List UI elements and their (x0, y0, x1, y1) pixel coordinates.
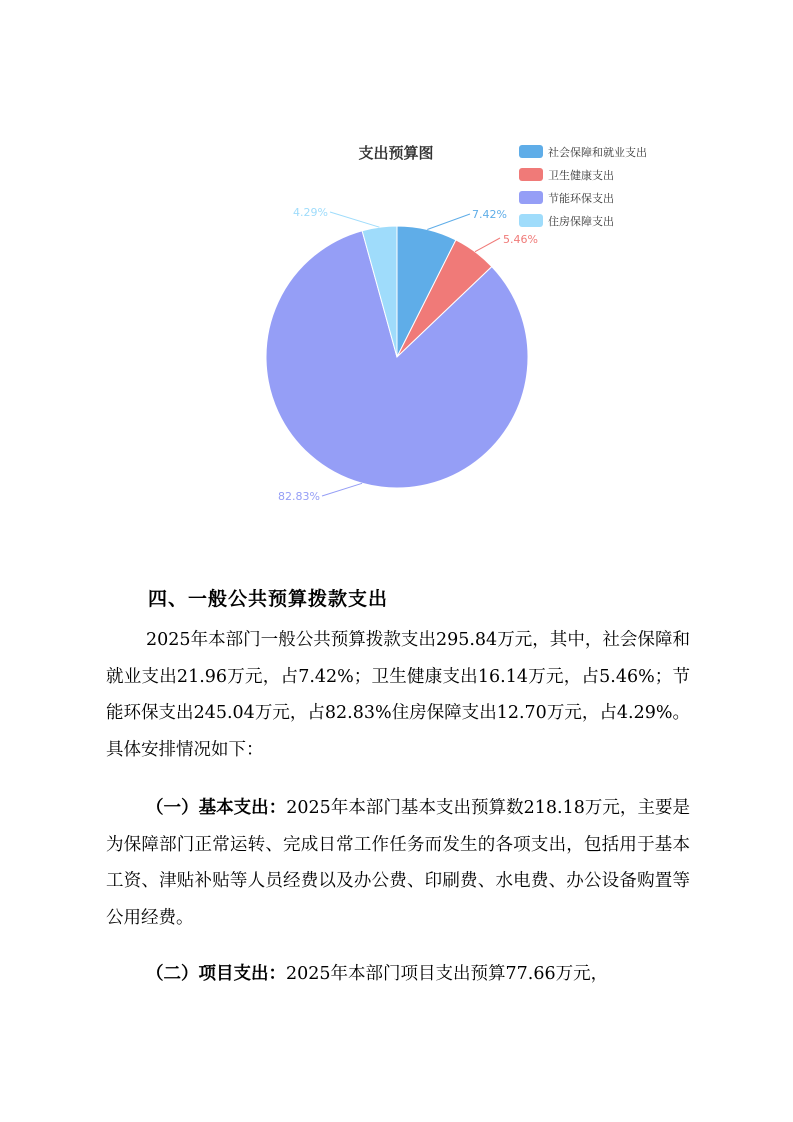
chart-legend (519, 145, 647, 228)
legend-swatch-health (519, 168, 543, 181)
chart-title: 支出预算图 (358, 144, 434, 162)
legend-swatch-social-security (519, 145, 543, 158)
basic-expenditure-text: 2025年本部门基本支出预算数218.18万元，主要是为保障部门正常运转、完成日常工作任务而发生的各项支出，包括用于基本工资、津贴补贴等人员经费以及办公费、印刷费、水电费、办公设备购置等公用经费。 (106, 798, 690, 928)
paragraph-project-expenditure (106, 956, 690, 993)
legend-swatch-housing (519, 214, 543, 227)
data-label-housing: 4.29% (293, 206, 328, 219)
section-heading: 四、一般公共预算拨款支出 (148, 588, 389, 610)
legend-label-energy-env: 节能环保支出 (548, 192, 614, 205)
project-expenditure-lead: （二）项目支出： (146, 964, 286, 984)
legend-label-health: 卫生健康支出 (548, 169, 614, 182)
leader-line-social-security (427, 214, 470, 230)
project-expenditure-text: 2025年本部门项目支出预算77.66万元， (286, 964, 609, 984)
leader-line-energy-env (322, 483, 362, 496)
data-label-health: 5.46% (503, 233, 538, 246)
legend-swatch-energy-env (519, 191, 543, 204)
paragraph-basic-expenditure (106, 790, 690, 936)
paragraph-general-budget (106, 622, 690, 768)
budget-pie-chart (0, 0, 793, 560)
legend-label-social-security: 社会保障和就业支出 (548, 146, 647, 159)
leader-line-housing (330, 212, 379, 227)
legend-label-housing: 住房保障支出 (548, 215, 614, 228)
leader-line-health (475, 238, 500, 252)
pie-slices (266, 226, 528, 488)
data-label-energy-env: 82.83% (278, 490, 320, 503)
data-label-social-security: 7.42% (472, 208, 507, 221)
paragraph-text: 2025年本部门一般公共预算拨款支出295.84万元，其中，社会保障和就业支出21.96万元，占7.42%；卫生健康支出16.14万元，占5.46%；节能环保支出245.04万元，占82.83%住房保障支出12.70万元，占4.29%。具体安排情况如下： (106, 630, 690, 760)
basic-expenditure-lead: （一）基本支出： (146, 798, 287, 818)
